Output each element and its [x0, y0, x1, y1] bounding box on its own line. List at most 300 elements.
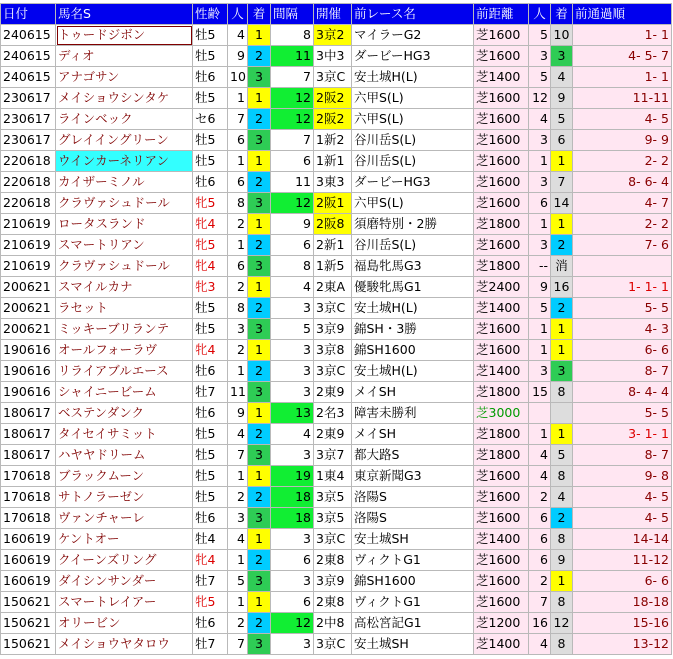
sex-age: 牡6 — [193, 403, 228, 424]
finish: 1 — [248, 277, 271, 298]
prev-finish: 14 — [551, 193, 573, 214]
prev-passing-order: 13-12 — [573, 634, 672, 655]
prev-popularity: 1 — [529, 340, 551, 361]
sex-age: 牡5 — [193, 298, 228, 319]
prev-race-name: 谷川岳S(L) — [352, 235, 474, 256]
venue: 2東9 — [314, 424, 352, 445]
col-sex-age: 性齢 — [193, 4, 228, 25]
prev-distance: 芝1800 — [474, 214, 529, 235]
prev-finish: 16 — [551, 277, 573, 298]
venue: 1新5 — [314, 256, 352, 277]
interval: 11 — [271, 46, 314, 67]
sex-age: 牡6 — [193, 361, 228, 382]
horse-name[interactable]: グレイイングリーン — [56, 130, 193, 151]
prev-race-name: 錦SH1600 — [352, 340, 474, 361]
venue: 3中3 — [314, 46, 352, 67]
finish: 3 — [248, 130, 271, 151]
sex-age: 牡5 — [193, 130, 228, 151]
table-row — [1, 361, 672, 382]
horse-name[interactable]: メイショウヤタロウ — [56, 634, 193, 655]
prev-passing-order: 11-11 — [573, 88, 672, 109]
table-row — [1, 571, 672, 592]
prev-race-name: 洛陽S — [352, 487, 474, 508]
sex-age: 牝3 — [193, 277, 228, 298]
prev-race-name: ダービーHG3 — [352, 46, 474, 67]
finish: 2 — [248, 424, 271, 445]
popularity: 3 — [228, 319, 248, 340]
row-date: 180617 — [1, 445, 56, 466]
horse-name[interactable]: クイーンズリング — [56, 550, 193, 571]
popularity: 4 — [228, 25, 248, 46]
row-date: 160619 — [1, 529, 56, 550]
table-row — [1, 88, 672, 109]
finish: 3 — [248, 319, 271, 340]
row-date: 150621 — [1, 592, 56, 613]
finish: 1 — [248, 466, 271, 487]
popularity: 4 — [228, 529, 248, 550]
row-date: 220618 — [1, 193, 56, 214]
row-date: 200621 — [1, 277, 56, 298]
row-date: 200621 — [1, 319, 56, 340]
prev-distance: 芝1600 — [474, 25, 529, 46]
interval: 3 — [271, 445, 314, 466]
row-date: 190616 — [1, 340, 56, 361]
finish: 1 — [248, 25, 271, 46]
sex-age: 牝5 — [193, 193, 228, 214]
prev-popularity: 6 — [529, 508, 551, 529]
horse-name[interactable]: タイセイサミット — [56, 424, 193, 445]
horse-name[interactable]: オールフォーラヴ — [56, 340, 193, 361]
prev-finish: 5 — [551, 445, 573, 466]
prev-distance: 芝1600 — [474, 340, 529, 361]
venue: 3京C — [314, 529, 352, 550]
col-finish: 着 — [248, 4, 271, 25]
finish: 1 — [248, 403, 271, 424]
prev-race-name: ヴィクトG1 — [352, 592, 474, 613]
prev-popularity: 15 — [529, 382, 551, 403]
row-date: 160619 — [1, 571, 56, 592]
popularity: 9 — [228, 403, 248, 424]
prev-race-name: 東京新聞G3 — [352, 466, 474, 487]
table-row — [1, 550, 672, 571]
table-row — [1, 235, 672, 256]
prev-finish: 9 — [551, 550, 573, 571]
finish: 2 — [248, 46, 271, 67]
prev-finish: 2 — [551, 298, 573, 319]
interval: 6 — [271, 151, 314, 172]
interval: 12 — [271, 88, 314, 109]
race-results-table — [0, 3, 672, 655]
prev-finish: 9 — [551, 88, 573, 109]
horse-name[interactable]: ダイシンサンダー — [56, 571, 193, 592]
finish: 1 — [248, 529, 271, 550]
popularity: 1 — [228, 235, 248, 256]
sex-age: 牡6 — [193, 172, 228, 193]
row-date: 200621 — [1, 298, 56, 319]
prev-distance: 芝1400 — [474, 361, 529, 382]
prev-passing-order: 14-14 — [573, 529, 672, 550]
prev-popularity: 16 — [529, 613, 551, 634]
table-row — [1, 424, 672, 445]
popularity: 9 — [228, 46, 248, 67]
horse-name[interactable]: カイザーミノル — [56, 172, 193, 193]
finish: 3 — [248, 508, 271, 529]
sex-age: 牡5 — [193, 46, 228, 67]
prev-passing-order: 18-18 — [573, 592, 672, 613]
prev-popularity: 9 — [529, 277, 551, 298]
prev-race-name: 洛陽S — [352, 508, 474, 529]
interval: 19 — [271, 466, 314, 487]
prev-passing-order: 1- 1- 1 — [573, 277, 672, 298]
prev-finish: 8 — [551, 592, 573, 613]
horse-name[interactable]: ディオ — [56, 46, 193, 67]
row-date: 220618 — [1, 172, 56, 193]
popularity: 4 — [228, 424, 248, 445]
prev-finish: 2 — [551, 508, 573, 529]
popularity: 5 — [228, 571, 248, 592]
prev-passing-order: 6- 6 — [573, 340, 672, 361]
prev-race-name: 錦SH・3勝 — [352, 319, 474, 340]
prev-distance: 芝1600 — [474, 172, 529, 193]
horse-name[interactable]: クラヴァシュドール — [56, 256, 193, 277]
popularity: 7 — [228, 634, 248, 655]
prev-distance: 芝1800 — [474, 256, 529, 277]
prev-race-name: 須磨特別・2勝 — [352, 214, 474, 235]
venue: 2東A — [314, 277, 352, 298]
prev-distance: 芝2400 — [474, 277, 529, 298]
prev-distance: 芝1600 — [474, 88, 529, 109]
venue: 1新1 — [314, 151, 352, 172]
venue: 3京C — [314, 361, 352, 382]
prev-passing-order: 8- 6- 4 — [573, 172, 672, 193]
horse-name[interactable]: スマートリアン — [56, 235, 193, 256]
sex-age: 牡5 — [193, 25, 228, 46]
horse-name[interactable]: ミッキーブリランテ — [56, 319, 193, 340]
sex-age: 牡6 — [193, 508, 228, 529]
prev-finish: 2 — [551, 235, 573, 256]
finish: 2 — [248, 235, 271, 256]
interval: 12 — [271, 613, 314, 634]
prev-passing-order: 15-16 — [573, 613, 672, 634]
interval: 3 — [271, 340, 314, 361]
popularity: 11 — [228, 382, 248, 403]
popularity: 2 — [228, 340, 248, 361]
prev-finish: 1 — [551, 214, 573, 235]
finish: 2 — [248, 550, 271, 571]
prev-finish: 4 — [551, 487, 573, 508]
prev-passing-order: 5- 5 — [573, 403, 672, 424]
prev-popularity: -- — [529, 256, 551, 277]
interval: 8 — [271, 25, 314, 46]
prev-race-name: 障害未勝利 — [352, 403, 474, 424]
venue: 3京9 — [314, 571, 352, 592]
table-row — [1, 529, 672, 550]
prev-passing-order: 2- 2 — [573, 151, 672, 172]
interval: 3 — [271, 529, 314, 550]
popularity: 10 — [228, 67, 248, 88]
prev-popularity: 7 — [529, 592, 551, 613]
finish: 2 — [248, 613, 271, 634]
prev-distance: 芝1400 — [474, 298, 529, 319]
sex-age: セ6 — [193, 109, 228, 130]
table-row — [1, 172, 672, 193]
col-venue: 開催 — [314, 4, 352, 25]
col-horse-name: 馬名S — [56, 4, 193, 25]
prev-popularity: 4 — [529, 445, 551, 466]
row-date: 170618 — [1, 466, 56, 487]
sex-age: 牡5 — [193, 487, 228, 508]
prev-popularity: 5 — [529, 25, 551, 46]
row-date: 150621 — [1, 613, 56, 634]
interval: 13 — [271, 403, 314, 424]
row-date: 150621 — [1, 634, 56, 655]
sex-age: 牝4 — [193, 256, 228, 277]
prev-finish: 3 — [551, 361, 573, 382]
horse-name[interactable]: クラヴァシュドール — [56, 193, 193, 214]
prev-race-name: ダービーHG3 — [352, 172, 474, 193]
table-row — [1, 277, 672, 298]
popularity: 2 — [228, 214, 248, 235]
row-date: 230617 — [1, 130, 56, 151]
table-row — [1, 319, 672, 340]
table-row — [1, 445, 672, 466]
venue: 2阪2 — [314, 88, 352, 109]
prev-distance: 芝1400 — [474, 67, 529, 88]
interval: 3 — [271, 571, 314, 592]
prev-race-name: 高松宮記G1 — [352, 613, 474, 634]
prev-passing-order: 9- 9 — [573, 130, 672, 151]
prev-race-name: 安土城H(L) — [352, 67, 474, 88]
prev-passing-order — [573, 256, 672, 277]
venue: 2阪2 — [314, 109, 352, 130]
interval: 6 — [271, 550, 314, 571]
prev-distance: 芝3000 — [474, 403, 529, 424]
row-date: 240615 — [1, 67, 56, 88]
prev-race-name: 六甲S(L) — [352, 193, 474, 214]
prev-popularity: 4 — [529, 466, 551, 487]
row-date: 220618 — [1, 151, 56, 172]
prev-passing-order: 4- 3 — [573, 319, 672, 340]
prev-passing-order: 1- 1 — [573, 67, 672, 88]
table-row — [1, 298, 672, 319]
table-row — [1, 193, 672, 214]
finish: 3 — [248, 634, 271, 655]
prev-finish: 5 — [551, 109, 573, 130]
popularity: 7 — [228, 109, 248, 130]
sex-age: 牡6 — [193, 67, 228, 88]
row-date: 240615 — [1, 25, 56, 46]
venue: 3東3 — [314, 172, 352, 193]
prev-distance: 芝1800 — [474, 382, 529, 403]
finish: 3 — [248, 382, 271, 403]
sex-age: 牝5 — [193, 592, 228, 613]
venue: 3京C — [314, 298, 352, 319]
sex-age: 牝5 — [193, 235, 228, 256]
row-date: 160619 — [1, 550, 56, 571]
prev-distance: 芝1600 — [474, 235, 529, 256]
venue: 3京7 — [314, 445, 352, 466]
prev-finish: 12 — [551, 613, 573, 634]
prev-popularity: 1 — [529, 214, 551, 235]
prev-popularity: 2 — [529, 487, 551, 508]
prev-distance: 芝1600 — [474, 466, 529, 487]
sex-age: 牡6 — [193, 613, 228, 634]
horse-name[interactable]: アナゴサン — [56, 67, 193, 88]
interval: 3 — [271, 634, 314, 655]
interval: 3 — [271, 382, 314, 403]
prev-distance: 芝1200 — [474, 613, 529, 634]
horse-name[interactable]: ケントオー — [56, 529, 193, 550]
venue: 2阪8 — [314, 214, 352, 235]
interval: 12 — [271, 109, 314, 130]
prev-passing-order: 11-12 — [573, 550, 672, 571]
interval: 9 — [271, 214, 314, 235]
prev-popularity: 3 — [529, 361, 551, 382]
venue: 2東9 — [314, 382, 352, 403]
prev-distance: 芝1600 — [474, 193, 529, 214]
horse-name[interactable]: ヴァンチャーレ — [56, 508, 193, 529]
prev-finish: 8 — [551, 382, 573, 403]
table-row — [1, 25, 672, 46]
finish: 3 — [248, 193, 271, 214]
sex-age: 牡5 — [193, 151, 228, 172]
row-date: 190616 — [1, 361, 56, 382]
popularity: 1 — [228, 151, 248, 172]
prev-finish: 6 — [551, 130, 573, 151]
horse-name[interactable]: ラセット — [56, 298, 193, 319]
venue: 2新1 — [314, 235, 352, 256]
prev-passing-order: 5- 5 — [573, 298, 672, 319]
prev-popularity: 4 — [529, 109, 551, 130]
horse-name[interactable]: スマイルカナ — [56, 277, 193, 298]
prev-race-name: 安土城SH — [352, 634, 474, 655]
prev-distance: 芝1600 — [474, 550, 529, 571]
col-prev-passing: 前通過順 — [573, 4, 672, 25]
prev-distance: 芝1600 — [474, 319, 529, 340]
prev-distance: 芝1600 — [474, 46, 529, 67]
prev-popularity: 6 — [529, 550, 551, 571]
horse-name[interactable]: トゥードジボン — [56, 25, 193, 46]
table-row — [1, 130, 672, 151]
prev-passing-order: 2- 2 — [573, 214, 672, 235]
prev-race-name: マイラーG2 — [352, 25, 474, 46]
col-prev-distance: 前距離 — [474, 4, 529, 25]
prev-popularity: 1 — [529, 319, 551, 340]
row-date: 230617 — [1, 109, 56, 130]
prev-popularity: 2 — [529, 571, 551, 592]
prev-distance: 芝1600 — [474, 487, 529, 508]
horse-name[interactable]: オリービン — [56, 613, 193, 634]
horse-name[interactable]: シャイニービーム — [56, 382, 193, 403]
venue: 3京9 — [314, 319, 352, 340]
prev-passing-order: 9- 8 — [573, 466, 672, 487]
col-popularity: 人 — [228, 4, 248, 25]
horse-name[interactable]: サトノラーゼン — [56, 487, 193, 508]
prev-race-name: ヴィクトG1 — [352, 550, 474, 571]
sex-age: 牡5 — [193, 466, 228, 487]
prev-distance: 芝1400 — [474, 529, 529, 550]
prev-distance: 芝1600 — [474, 109, 529, 130]
sex-age: 牡7 — [193, 634, 228, 655]
venue: 2中8 — [314, 613, 352, 634]
horse-name[interactable]: スマートレイアー — [56, 592, 193, 613]
row-date: 180617 — [1, 403, 56, 424]
prev-race-name: 福島牝馬G3 — [352, 256, 474, 277]
prev-popularity: 1 — [529, 151, 551, 172]
prev-passing-order: 8- 4- 4 — [573, 382, 672, 403]
interval: 18 — [271, 487, 314, 508]
prev-race-name: 谷川岳S(L) — [352, 151, 474, 172]
prev-distance: 芝1400 — [474, 634, 529, 655]
popularity: 1 — [228, 88, 248, 109]
popularity: 6 — [228, 172, 248, 193]
prev-passing-order: 4- 5 — [573, 487, 672, 508]
horse-name[interactable]: リライアブルエース — [56, 361, 193, 382]
finish: 1 — [248, 88, 271, 109]
table-row — [1, 508, 672, 529]
prev-race-name: 谷川岳S(L) — [352, 130, 474, 151]
prev-passing-order: 4- 5- 7 — [573, 46, 672, 67]
finish: 3 — [248, 445, 271, 466]
prev-race-name: 安土城SH — [352, 529, 474, 550]
venue: 2東8 — [314, 550, 352, 571]
sex-age: 牝4 — [193, 340, 228, 361]
table-row — [1, 382, 672, 403]
sex-age: 牡5 — [193, 445, 228, 466]
row-date: 180617 — [1, 424, 56, 445]
horse-name[interactable]: ウインカーネリアン — [56, 151, 193, 172]
col-prev-popularity: 人 — [529, 4, 551, 25]
sex-age: 牡7 — [193, 382, 228, 403]
sex-age: 牝4 — [193, 550, 228, 571]
prev-distance: 芝1600 — [474, 592, 529, 613]
sex-age: 牡5 — [193, 88, 228, 109]
sex-age: 牡4 — [193, 529, 228, 550]
horse-name[interactable]: ベステンダンク — [56, 403, 193, 424]
popularity: 2 — [228, 487, 248, 508]
prev-popularity: 6 — [529, 529, 551, 550]
finish: 2 — [248, 487, 271, 508]
row-date: 210619 — [1, 256, 56, 277]
finish: 2 — [248, 109, 271, 130]
interval: 6 — [271, 592, 314, 613]
prev-finish: 3 — [551, 46, 573, 67]
prev-distance: 芝1800 — [474, 445, 529, 466]
horse-name[interactable]: メイショウシンタケ — [56, 88, 193, 109]
horse-name[interactable]: ロータスランド — [56, 214, 193, 235]
horse-name[interactable]: ハヤヤドリーム — [56, 445, 193, 466]
popularity: 2 — [228, 613, 248, 634]
finish: 3 — [248, 67, 271, 88]
horse-name[interactable]: ブラックムーン — [56, 466, 193, 487]
table-row — [1, 634, 672, 655]
col-prev-race: 前レース名 — [352, 4, 474, 25]
finish: 3 — [248, 256, 271, 277]
interval: 18 — [271, 508, 314, 529]
prev-distance: 芝1600 — [474, 151, 529, 172]
prev-race-name: メイSH — [352, 382, 474, 403]
prev-race-name: 優駿牝馬G1 — [352, 277, 474, 298]
sex-age: 牡7 — [193, 571, 228, 592]
interval: 12 — [271, 193, 314, 214]
popularity: 3 — [228, 508, 248, 529]
table-row — [1, 487, 672, 508]
prev-finish: 7 — [551, 172, 573, 193]
prev-finish: 1 — [551, 151, 573, 172]
horse-name[interactable]: ラインベック — [56, 109, 193, 130]
header-row — [1, 4, 672, 25]
interval: 5 — [271, 319, 314, 340]
